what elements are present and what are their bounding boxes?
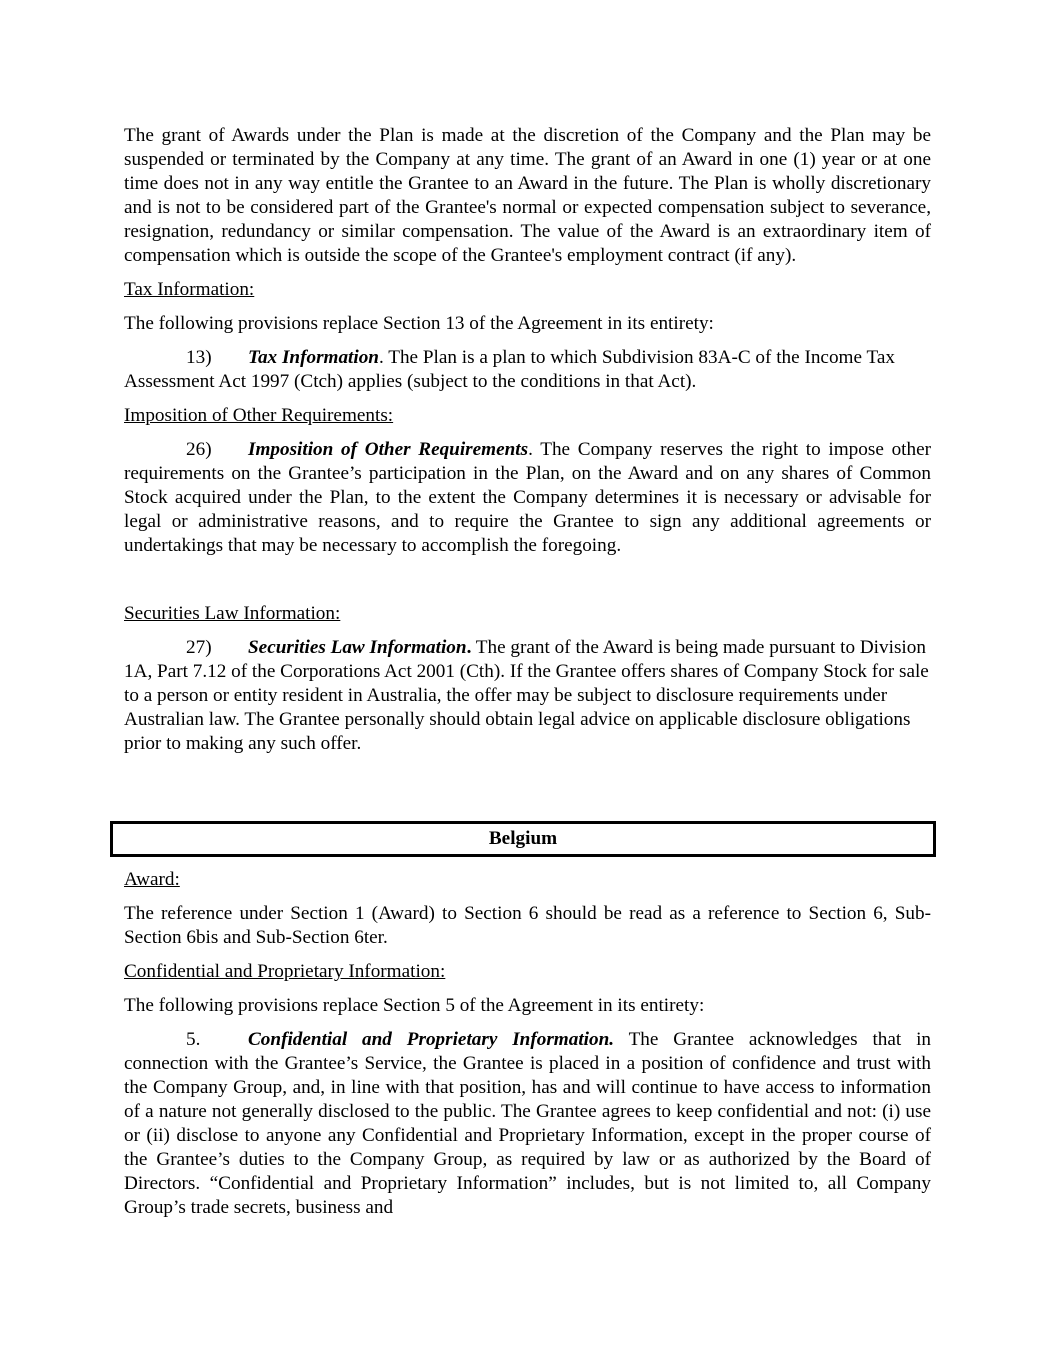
award-body: The reference under Section 1 (Award) to Section 6 should be read as a reference to Section 6, Sub-Section 6bis and Sub-Section 6ter. xyxy=(124,903,931,948)
imposition-heading: Imposition of Other Requirements: xyxy=(124,405,394,426)
imposition-clause-number: 26) xyxy=(186,439,212,460)
confidential-clause-number: 5. xyxy=(186,1029,201,1050)
imposition-clause-title: Imposition of Other Requirements xyxy=(248,439,529,460)
intro-paragraph: The grant of Awards under the Plan is made at the discretion of the Company and the Plan may be suspended or terminated by the Company at any time. The grant of an Award in one (1) year or at one time does not in any way entitle the Grantee to an Award in the future. The Plan is wholly discretionary and is not to be considered part of the Grantee's normal or expected compensation subject to severance, resignation, redundancy or similar compensation. The value of the Award is an extraordinary item of compensation which is outside the scope of the Grantee's employment contract (if any). xyxy=(124,125,931,266)
imposition-clause-body: The Company reserves the right to impose other requirements on the Grantee’s participation in the Plan, on the Award and on any shares of Common Stock acquired under the Plan, to the extent the Company determines it is necessary or advisable for legal or administrative reasons, and to require the Grantee to sign any additional agreements or undertakings that may be necessary to accomplish the foregoing. xyxy=(124,439,931,556)
confidential-clause-title: Confidential and Proprietary Information. xyxy=(248,1029,615,1050)
confidential-clause xyxy=(124,1028,931,1220)
securities-clause-title: Securities Law Information xyxy=(248,637,467,658)
securities-heading: Securities Law Information: xyxy=(124,603,341,624)
tax-clause-number: 13) xyxy=(186,347,212,368)
tax-lead: The following provisions replace Section 13 of the Agreement in its entirety: xyxy=(124,313,714,334)
tax-clause-title: Tax Information xyxy=(248,347,379,368)
tax-clause-title-punct: . xyxy=(378,347,384,368)
tax-clause-body: The Plan is a plan to which Subdivision 83A-C of the Income Tax Assessment Act 1997 (Ctch) applies (subject to the conditions in that Act). xyxy=(124,347,895,392)
award-heading: Award: xyxy=(124,869,180,890)
securities-clause-title-punct: . xyxy=(466,637,472,658)
confidential-lead: The following provisions replace Section 5 of the Agreement in its entirety: xyxy=(124,995,705,1016)
confidential-heading: Confidential and Proprietary Information: xyxy=(124,961,446,982)
country-banner-belgium: Belgium xyxy=(110,821,936,857)
securities-clause-number: 27) xyxy=(186,637,212,658)
document-page xyxy=(124,124,931,756)
confidential-clause-body: The Grantee acknowledges that in connection with the Grantee’s Service, the Grantee is placed in a position of confidence and trust with the Company Group, and, in line with that position, has and will continue to have access to information of a nature not generally disclosed to the public. The Grantee agrees to keep confidential and not: (i) use or (ii) disclose to anyone any Confidential and Proprietary Information, except in the proper course of the Grantee’s duties to the Company Group, as required by law or as authorized by the Board of Directors. “Confidential and Proprietary Information” includes, but is not limited to, all Company Group’s trade secrets, business and xyxy=(124,1029,932,1218)
imposition-clause-title-punct: . xyxy=(528,439,533,460)
document-page-continued xyxy=(124,868,931,1220)
securities-clause xyxy=(124,636,931,756)
imposition-clause xyxy=(124,438,931,558)
securities-clause-body: The grant of the Award is being made pursuant to Division 1A, Part 7.12 of the Corporations Act 2001 (Cth). If the Grantee offers shares of Company Stock for sale to a person or entity resident in Australia, the offer may be subject to disclosure requirements under Australian law. The Grantee personally should obtain legal advice on applicable disclosure obligations prior to making any such offer. xyxy=(124,637,929,754)
tax-heading: Tax Information: xyxy=(124,279,255,300)
tax-clause xyxy=(124,346,931,394)
